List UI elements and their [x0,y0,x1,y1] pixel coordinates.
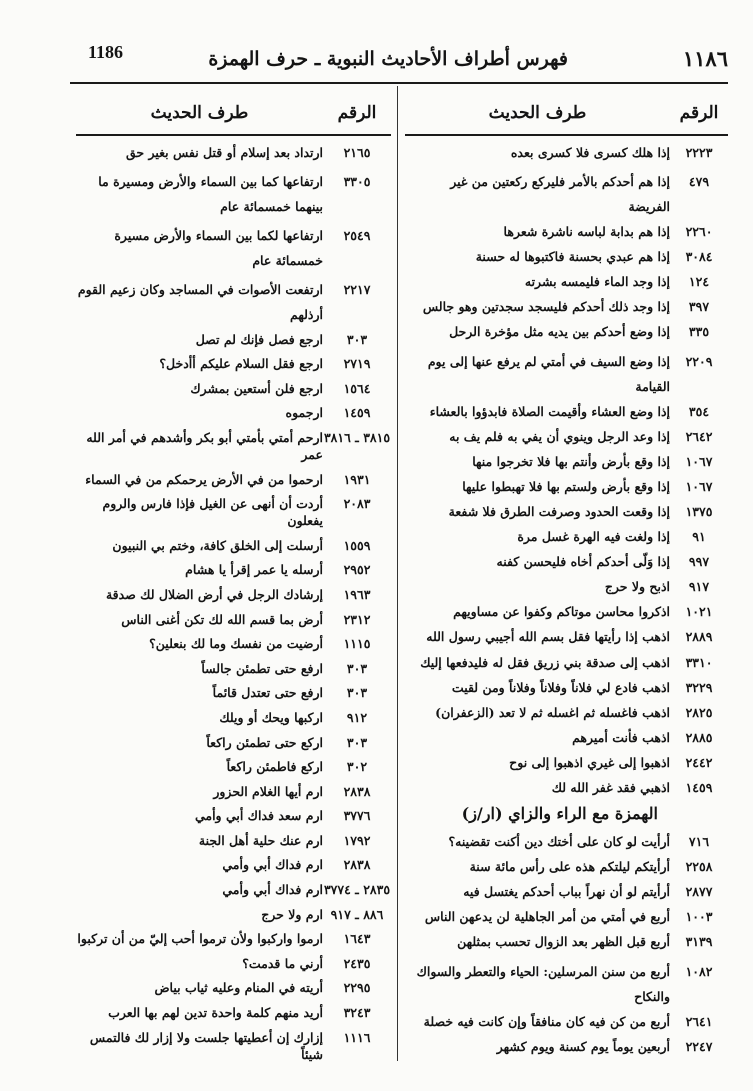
hadith-text: ارم ولا حرج [261,906,323,922]
entry-number: ٢٠٨٣ [343,496,371,512]
hadith-column-heading: طرف الحديث [488,103,587,123]
hadith-text: إذا هم عبدي بحسنة فاكتبوها له حسنة [475,249,670,265]
hadith-text: إذا وجد ذلك أحدكم فليسجد سجدتين وهو جالس [422,299,670,315]
index-entry-row [405,478,728,495]
column-divider [397,86,398,1061]
index-entry-row [405,933,728,950]
entry-number: ١٩٣١ [343,471,371,487]
hadith-text: إذا وَلّى أحدكم أخاه فليحسن كفنه [496,554,670,570]
entry-number: ١٣٧٥ [685,503,713,519]
index-entry-row [76,1004,391,1021]
index-entry-row [76,709,391,726]
hadith-text: اذهب إذا رأيتها فقل بسم الله أجيبي رسول الله [426,629,670,645]
entry-number: ٣٣٥ [688,324,710,340]
index-entry-row [405,679,728,696]
entry-number: ٢٥٤٩ [343,227,371,243]
index-entry-row [405,223,728,240]
hadith-text: اذهب إلى صدقة بني زريق فقل له فليدفعها إليك [420,654,670,670]
hadith-text: اركع فاطمئن راكعاً [226,759,323,775]
index-entry-row [76,930,391,947]
index-entry-row [405,959,728,1009]
index-entry-row [76,223,391,273]
hadith-text: إذا وقعت الحدود وصرفت الطرق فلا شفعة [448,503,670,519]
hadith-text: أربع قبل الظهر بعد الزوال تحسب بمثلهن [457,934,670,950]
entry-number: ٢٢٠٩ [685,353,713,369]
entry-number: ١٤٥٩ [685,779,713,795]
index-entry-row [405,578,728,595]
entry-number: ١٧٩٢ [343,832,371,848]
entry-number: ٣٧٧٦ [343,808,371,824]
hadith-text: إذا هم أحدكم بالأمر فليركع ركعتين من غير الفريضة [450,174,670,215]
entry-number: ٢٤٣٥ [343,955,371,971]
index-entry-row [76,856,391,873]
index-entry-row [405,503,728,520]
entry-number: ٢٨٨٥ [685,729,713,745]
entry-number: ٩١٢ [346,709,368,725]
hadith-text: أرسلت إلى الخلق كافة، وختم بي النبيون [112,537,323,553]
index-entry-row [405,453,728,470]
hadith-text: أرأيتم لو أن نهراً بباب أحدكم يغتسل فيه [463,884,670,900]
hadith-text: أرأيت لو كان على أختك دين أكنت تقضينه؟ [448,834,670,850]
hadith-text: ارجع فصل فإنك لم تصل [195,331,323,347]
hadith-text: أربع من سنن المرسلين: الحياء والتعطر والسواك والنكاح [416,963,670,1004]
hadith-text: اذهب فادع لي فلاناً وفلاناً وفلاناً ومن لقيت [451,679,670,695]
page-header [70,30,728,84]
index-entry-row [405,833,728,850]
index-entry-row [76,144,391,161]
left-column-header [76,92,391,136]
index-entry-row [405,273,728,290]
index-entry-row [76,1029,391,1063]
entry-number: ١٠٠٣ [685,909,713,925]
entry-number: ٣٣٠٥ [343,173,371,189]
left-rows-group [76,144,391,1063]
hadith-text: ارجع فلن أستعين بمشرك [190,380,323,396]
hadith-text: إرشادك الرجل في أرض الضلال لك صدقة [105,586,323,602]
hadith-text: ارم فداك أبي وأمي [222,857,323,873]
hadith-text: اذكروا محاسن موتاكم وكفوا عن مساويهم [453,604,670,620]
hadith-text: أريد منهم كلمة واحدة تدين لهم بها العرب [108,1005,323,1021]
hadith-text: ارفع حتى تعتدل قائماً [212,685,323,701]
entry-number: ٣٢٤٣ [343,1005,371,1021]
entry-number: ٩١ [692,529,706,545]
entry-number: ٢٨٨٩ [685,629,713,645]
entry-number: ٣٥٤ [688,403,710,419]
index-entry-row [76,277,391,327]
hadith-text: إذا وقع بأرض وأنتم بها فلا تخرجوا منها [472,453,670,469]
hadith-text: أرضيت من نفسك وما لك بنعلين؟ [149,636,323,652]
hadith-text: أرأيتكم ليلتكم هذه على رأس مائة سنة [469,859,670,875]
hadith-text: ارجع فقل السلام عليكم أأدخل؟ [159,356,323,372]
index-entry-row [405,603,728,620]
entry-number: ٢٢٩٥ [343,980,371,996]
index-entry-row [405,628,728,645]
index-entry-row [76,537,391,554]
index-entry-row [405,883,728,900]
index-entry-row [405,1013,728,1030]
entry-number: ٤٧٩ [688,174,710,190]
hadith-text: ارتداد بعد إسلام أو قتل نفس بغير حق [125,145,323,160]
index-entry-row [76,471,391,488]
index-entry-row [405,654,728,671]
hadith-text: ارتفاعها كما بين السماء والأرض ومسيرة ما بينهما خمسمائة عام [98,173,323,214]
index-entry-row [405,528,728,545]
left-column [76,92,391,1070]
number-column-heading: الرقم [679,103,719,123]
hadith-text: إذا وضع السيف في أمتي لم يرفع عنها إلى يوم القيامة [427,353,670,394]
index-entry-row [76,783,391,800]
index-entry-row [405,704,728,721]
entry-number: ٨٨٦ ـ ٩١٧ [330,906,384,922]
right-column-header [405,92,728,136]
index-entry-row [76,355,391,372]
hadith-text: إذا وضع العشاء وأقيمت الصلاة فابدؤوا بالعشاء [429,403,670,419]
entry-number: ٢٢٦٠ [685,224,713,240]
index-entry-row [405,323,728,340]
hadith-text: ارتفعت الأصوات في المساجد وكان زعيم القوم أرذلهم [77,281,323,322]
index-entry-row [76,169,391,219]
index-entry-row [405,169,728,219]
entry-number: ١٠٦٧ [685,453,713,469]
entry-number: ٢٨٣٨ [343,857,371,873]
hadith-text: اذهب فاغسله ثم اغسله ثم لا تعد (الزعفران) [435,704,670,720]
hadith-text: اذبح ولا حرج [604,579,670,595]
entry-number: ٣٠٣ [346,734,368,750]
index-entry-row [405,779,728,796]
index-entry-row [405,1038,728,1055]
entry-number: ١٥٥٩ [343,537,371,553]
index-entry-row [76,758,391,775]
index-entry-row [76,586,391,603]
entry-number: ٩١٧ [688,579,710,595]
entry-number: ١٠٨٢ [685,963,713,979]
hadith-text: ارجموه [285,405,323,421]
hadith-text: ارم فداك أبي وأمي [222,882,323,898]
entry-number: ٢٩٥٢ [343,562,371,578]
hadith-text: إذا ولغت فيه الهرة غسل مرة [517,529,670,545]
index-entry-row [76,684,391,701]
index-entry-row [76,561,391,578]
entry-number: ٢١٦٥ [343,145,371,160]
hadith-text: إذا وجد الماء فليمسه بشرته [524,274,670,290]
entry-number: ١٤٥٩ [343,405,371,421]
index-entry-row [76,495,391,529]
hadith-text: اركبها ويحك أو ويلك [219,709,323,725]
entry-number: ٣٨١٥ ـ ٣٨١٦ [323,429,391,445]
entry-number: ٢٧١٩ [343,356,371,372]
index-entry-row [76,380,391,397]
entry-number: ٣٢٢٩ [685,679,713,695]
hadith-text: ارم أيها الغلام الحزور [213,783,323,799]
entry-number: ٢٤٤٢ [685,754,713,770]
index-entry-row [76,635,391,652]
index-entry-row [405,298,728,315]
entry-number: ٢٣١٢ [343,611,371,627]
index-entry-row [405,428,728,445]
entry-number: ٣٩٧ [688,299,710,315]
hadith-text: اركع حتى تطمئن راكعاً [206,734,323,750]
entry-number: ٩٩٧ [688,554,710,570]
entry-number: ١٠٢١ [685,604,713,620]
hadith-column-heading: طرف الحديث [150,103,249,123]
hadith-text: أردت أن أنهى عن الغيل فإذا فارس والروم يفعلون [102,496,323,529]
index-entry-row [76,611,391,628]
entry-number: ١٥٦٤ [343,380,371,396]
index-entry-row [76,832,391,849]
index-entry-row [76,734,391,751]
entry-number: ٣١٣٩ [685,934,713,950]
hadith-text: اذهبي فقد غفر الله لك [551,779,670,795]
index-entry-row [405,908,728,925]
hadith-text: إذا هلك كسرى فلا كسرى بعده [510,145,670,160]
hadith-text: اذهب فأنت أميرهم [572,729,670,745]
entry-number: ٧١٦ [688,834,710,850]
hadith-text: إزارك إن أعطيتها جلست ولا إزار لك فالتمس شيئاً [89,1029,323,1062]
page-title: فهرس أطراف الأحاديث النبوية ـ حرف الهمزة [208,48,568,70]
hadith-text: إذا وضع أحدكم بين يديه مثل مؤخرة الرحل [449,324,670,340]
index-entry-row [405,403,728,420]
hadith-text: ارتفاعها لكما بين السماء والأرض مسيرة خمسمائة عام [114,227,323,268]
hadith-text: ارفع حتى تطمئن جالساً [201,660,323,676]
hadith-text: أرض بما قسم الله لك تكن أغنى الناس [121,611,323,627]
index-entry-row [76,906,391,923]
entry-number: ٢٢٤٧ [685,1038,713,1054]
right-column [405,92,728,1063]
hadith-text: إذا وعد الرجل وينوي أن يفي به فلم يف به [449,428,670,444]
index-entry-row [76,331,391,348]
hadith-text: إذا وقع بأرض ولستم بها فلا تهبطوا عليها [462,478,670,494]
index-entry-row [76,979,391,996]
entry-number: ٢٢٥٨ [685,859,713,875]
entry-number: ٢٢٢٣ [685,145,713,160]
entry-number: ٢٨٧٧ [685,884,713,900]
hadith-text: ارحم أمتي بأمتي أبو بكر وأشدهم في أمر الله عمر [86,429,323,462]
hadith-text: أربع من كن فيه كان منافقاً وإن كانت فيه خصلة [423,1013,670,1029]
index-entry-row [405,754,728,771]
entry-number: ١٢٤ [688,274,710,290]
index-entry-row [405,349,728,399]
right-rows-group-b [405,833,728,1055]
index-entry-row [76,881,391,898]
page-number-arabic: ١١٨٦ [682,46,728,71]
entry-number: ٣٠٨٤ [685,249,713,265]
entry-number: ٢٢١٧ [343,281,371,297]
entry-number: ٣٣١٠ [685,654,713,670]
index-entry-row [76,429,391,463]
entry-number: ١١١٦ [343,1029,371,1045]
hadith-text: أرسله يا عمر إقرأ يا هشام [185,562,323,578]
entry-number: ٢٨٢٥ [685,704,713,720]
entry-number: ١٠٦٧ [685,478,713,494]
index-entry-row [76,660,391,677]
index-entry-row [405,729,728,746]
index-entry-row [76,955,391,972]
entry-number: ١٩٦٣ [343,586,371,602]
hadith-text: أربعين يوماً يوم كسنة ويوم كشهر [496,1038,670,1054]
entry-number: ٣٠٣ [346,685,368,701]
entry-number: ٢٦٤٢ [685,428,713,444]
index-entry-row [405,144,728,161]
entry-number: ٢٦٤١ [685,1013,713,1029]
entry-number: ٣٠٣ [346,331,368,347]
entry-number: ٢٨٣٥ ـ ٣٧٧٤ [323,882,391,898]
index-entry-row [76,404,391,421]
entry-number: ٣٠٣ [346,660,368,676]
hadith-text: اذهبوا إلى غيري اذهبوا إلى نوح [509,754,670,770]
entry-number: ١٦٤٣ [343,931,371,947]
index-entry-row [405,553,728,570]
hadith-text: ارحموا من في الأرض يرحمكم من في السماء [85,471,323,487]
number-column-heading: الرقم [337,103,377,123]
index-entry-row [405,248,728,265]
hadith-text: ارموا واركبوا ولأن ترموا أحب إليّ من أن تركبوا [77,931,323,947]
hadith-text: ارم سعد فداك أبي وأمي [194,808,323,824]
index-entry-row [405,858,728,875]
hadith-text: أربع في أمتي من أمر الجاهلية لن يدعهن الناس [424,909,670,925]
right-rows-group-a [405,144,728,796]
hadith-text: إذا هم بدابة لباسه ناشرة شعرها [503,224,670,240]
hadith-text: أرني ما قدمت؟ [242,955,323,971]
index-entry-row [76,807,391,824]
entry-number: ٢٨٣٨ [343,783,371,799]
entry-number: ١١١٥ [343,636,371,652]
entry-number: ٣٠٢ [346,759,368,775]
page-number-latin: 1186 [88,42,124,62]
hadith-text: أريته في المنام وعليه ثياب بياض [154,980,323,996]
hadith-text: ارم عنك حلية أهل الجنة [198,832,323,848]
section-heading: الهمزة مع الراء والزاي (ار/ز) [461,804,658,824]
